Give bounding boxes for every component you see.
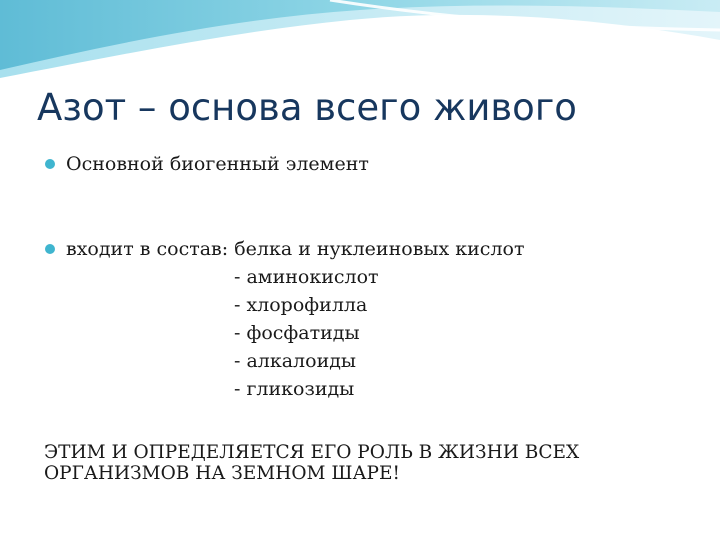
bullet-dot-icon xyxy=(45,159,55,169)
sub-item-amino-acids: - аминокислот xyxy=(234,266,379,288)
sub-item-chlorophyll: - хлорофилла xyxy=(234,294,368,316)
bullet-text: входит в состав: белка и нуклеиновых кислот xyxy=(66,238,525,260)
composition-sub-list xyxy=(66,263,524,403)
wave-header-decoration xyxy=(0,0,720,90)
slide-title: Азот – основа всего живого xyxy=(37,86,577,129)
conclusion-text: ЭТИМ И ОПРЕДЕЛЯЕТСЯ ЕГО РОЛЬ В ЖИЗНИ ВСЕХ ОРГАНИЗМОВ НА ЗЕМНОМ ШАРЕ! xyxy=(44,442,580,484)
sub-item-alkaloids: - алкалоиды xyxy=(234,350,357,372)
bullet-text: Основной биогенный элемент xyxy=(66,153,369,175)
bullet-item-composition xyxy=(42,235,524,403)
sub-item-glycosides: - гликозиды xyxy=(234,378,355,400)
sub-item-phosphatides: - фосфатиды xyxy=(234,322,360,344)
bullet-dot-icon xyxy=(45,244,55,254)
bullet-list xyxy=(42,150,524,403)
bullet-item-main-element xyxy=(42,150,524,178)
